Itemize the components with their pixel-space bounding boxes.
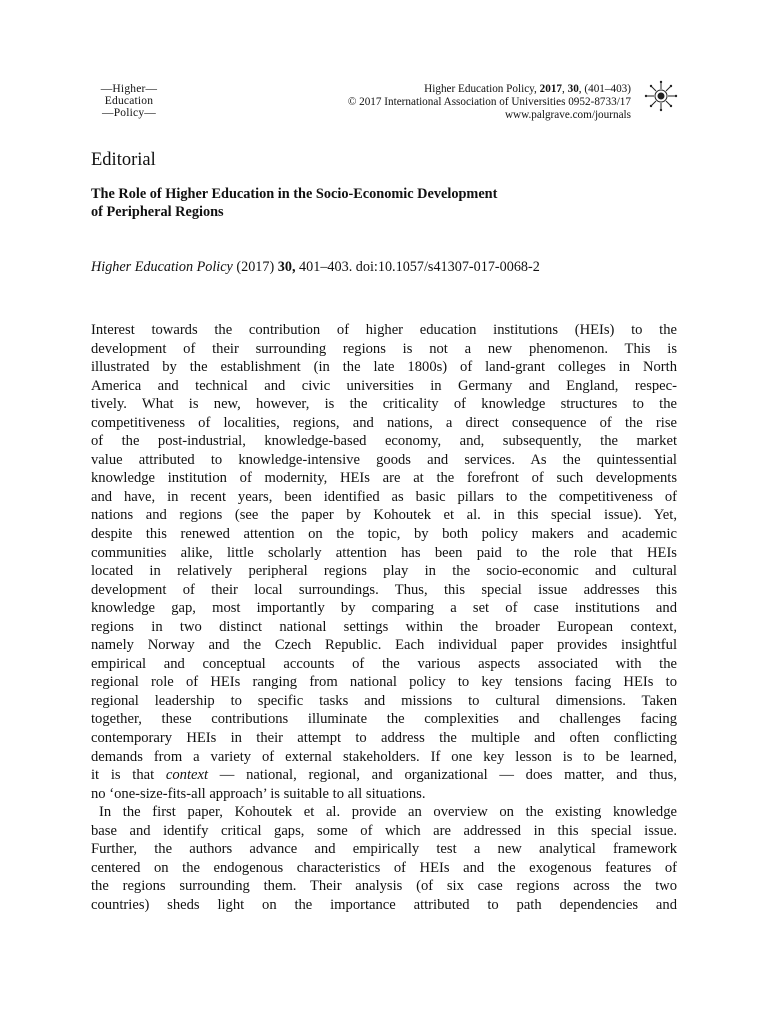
logo-line-1: —Higher— — [100, 83, 158, 95]
body-line: namely Norway and the Czech Republic. Each individual paper provides insightful — [91, 637, 677, 654]
citation-year: (2017) — [232, 259, 278, 275]
body-line: knowledge institution of modernity, HEIs are at the forefront of such developments — [91, 470, 677, 487]
emphasis-pre: it is that — [91, 767, 166, 784]
body-line: competitiveness of localities, regions, and nations, a direct consequence of the rise — [91, 414, 677, 431]
body-line: knowledge gap, most importantly by comparing a set of case institutions and — [91, 600, 677, 617]
citation-journal: Higher Education Policy — [91, 259, 233, 275]
body-line: value attributed to knowledge-intensive goods and services. As the quintessential — [91, 451, 677, 468]
body-line: and have, in recent years, been identified as basic pillars to the competitiveness of — [91, 488, 677, 505]
body-line: of the post-industrial, knowledge-based economy, and, subsequently, the market — [91, 433, 677, 450]
body-line: centered on the endogenous characteristics of HEIs and the exogenous features of — [91, 859, 677, 876]
body-line: illustrated by the establishment (in the late 1800s) of land-grant colleges in North — [91, 359, 677, 376]
body-line: regions in two distinct national settings within the broader European context, — [91, 618, 677, 635]
body-line: nations and regions (see the paper by Kohoutek et al. in this special issue). Yet, — [91, 507, 677, 524]
article-body — [91, 321, 677, 915]
paragraph-1 — [91, 321, 677, 803]
body-line: Further, the authors advance and empirically test a new analytical framework — [91, 841, 677, 858]
section-label: Editorial — [91, 150, 156, 170]
logo-line-3: —Policy— — [102, 107, 156, 119]
body-line-emphasis — [91, 766, 677, 785]
article-title-line-2: of Peripheral Regions — [91, 204, 224, 220]
body-line: communities alike, little scholarly attention has been paid to the role that HEIs — [91, 544, 677, 561]
publisher-emblem-icon — [643, 80, 679, 112]
body-line: base and identify critical gaps, some of which are addressed in this special issue. — [91, 822, 677, 839]
body-line: demands from a variety of external stakeholders. If one key lesson is to be learned, — [91, 748, 677, 765]
copyright-line: © 2017 International Association of Universities 0952-8733/17 — [347, 96, 631, 108]
emphasis-word: context — [165, 767, 209, 784]
body-line: no ‘one-size-fits-all approach’ is suitable to all situations. — [91, 785, 426, 802]
body-line: development of their local surroundings. Thus, this special issue addresses this — [91, 581, 677, 598]
body-line: together, these contributions illuminate the complexities and challenges facing — [91, 711, 677, 728]
citation-doi[interactable]: 401–403. doi:10.1057/s41307-017-0068-2 — [295, 259, 540, 275]
article-title — [91, 185, 651, 221]
body-line: regional role of HEIs ranging from national policy to key tensions facing HEIs to — [91, 674, 677, 691]
body-line: Interest towards the contribution of higher education institutions (HEIs) to the — [91, 322, 677, 338]
body-line: America and technical and civic universities in Germany and England, respec- — [91, 377, 677, 394]
emphasis-post: — national, regional, and organizational — does matter, and thus, — [208, 767, 677, 784]
journal-citation-line — [348, 83, 631, 96]
paragraph-2 — [91, 803, 677, 914]
body-line: development of their surrounding regions is not a new phenomenon. This is — [91, 340, 677, 357]
journal-pages: , (401–403) — [578, 83, 631, 95]
body-line: regional leadership to specific tasks and missions to cultural dimensions. Taken — [91, 692, 677, 709]
journal-logo — [91, 83, 167, 119]
article-title-line-1: The Role of Higher Education in the Socio-Economic Development — [91, 186, 498, 202]
journal-year: 2017 — [539, 83, 563, 95]
body-line: In the first paper, Kohoutek et al. provide an overview on the existing knowledge — [99, 804, 677, 821]
body-line: countries) sheds light on the importance attributed to path dependencies and — [91, 896, 677, 913]
body-line: the regions surrounding them. Their analysis (of six case regions across the two — [91, 878, 677, 895]
journal-header-info — [348, 83, 631, 122]
body-line: contemporary HEIs in their attempt to address the multiple and often conflicting — [91, 730, 677, 747]
body-line: located in relatively peripheral regions play in the socio-economic and cultural — [91, 563, 677, 580]
body-line: despite this renewed attention on the topic, by both policy makers and academic — [91, 526, 677, 543]
article-citation — [91, 258, 540, 276]
citation-volume: 30, — [277, 259, 296, 275]
body-line: empirical and conceptual accounts of the various aspects associated with the — [91, 655, 677, 672]
journal-name: Higher Education Policy, — [424, 83, 540, 95]
logo-line-2: Education — [104, 95, 154, 107]
journal-separator: , — [562, 83, 568, 95]
journal-volume: 30 — [567, 83, 579, 95]
journal-url[interactable]: www.palgrave.com/journals — [504, 109, 631, 121]
body-line: tively. What is new, however, is the criticality of knowledge structures to the — [91, 396, 677, 413]
